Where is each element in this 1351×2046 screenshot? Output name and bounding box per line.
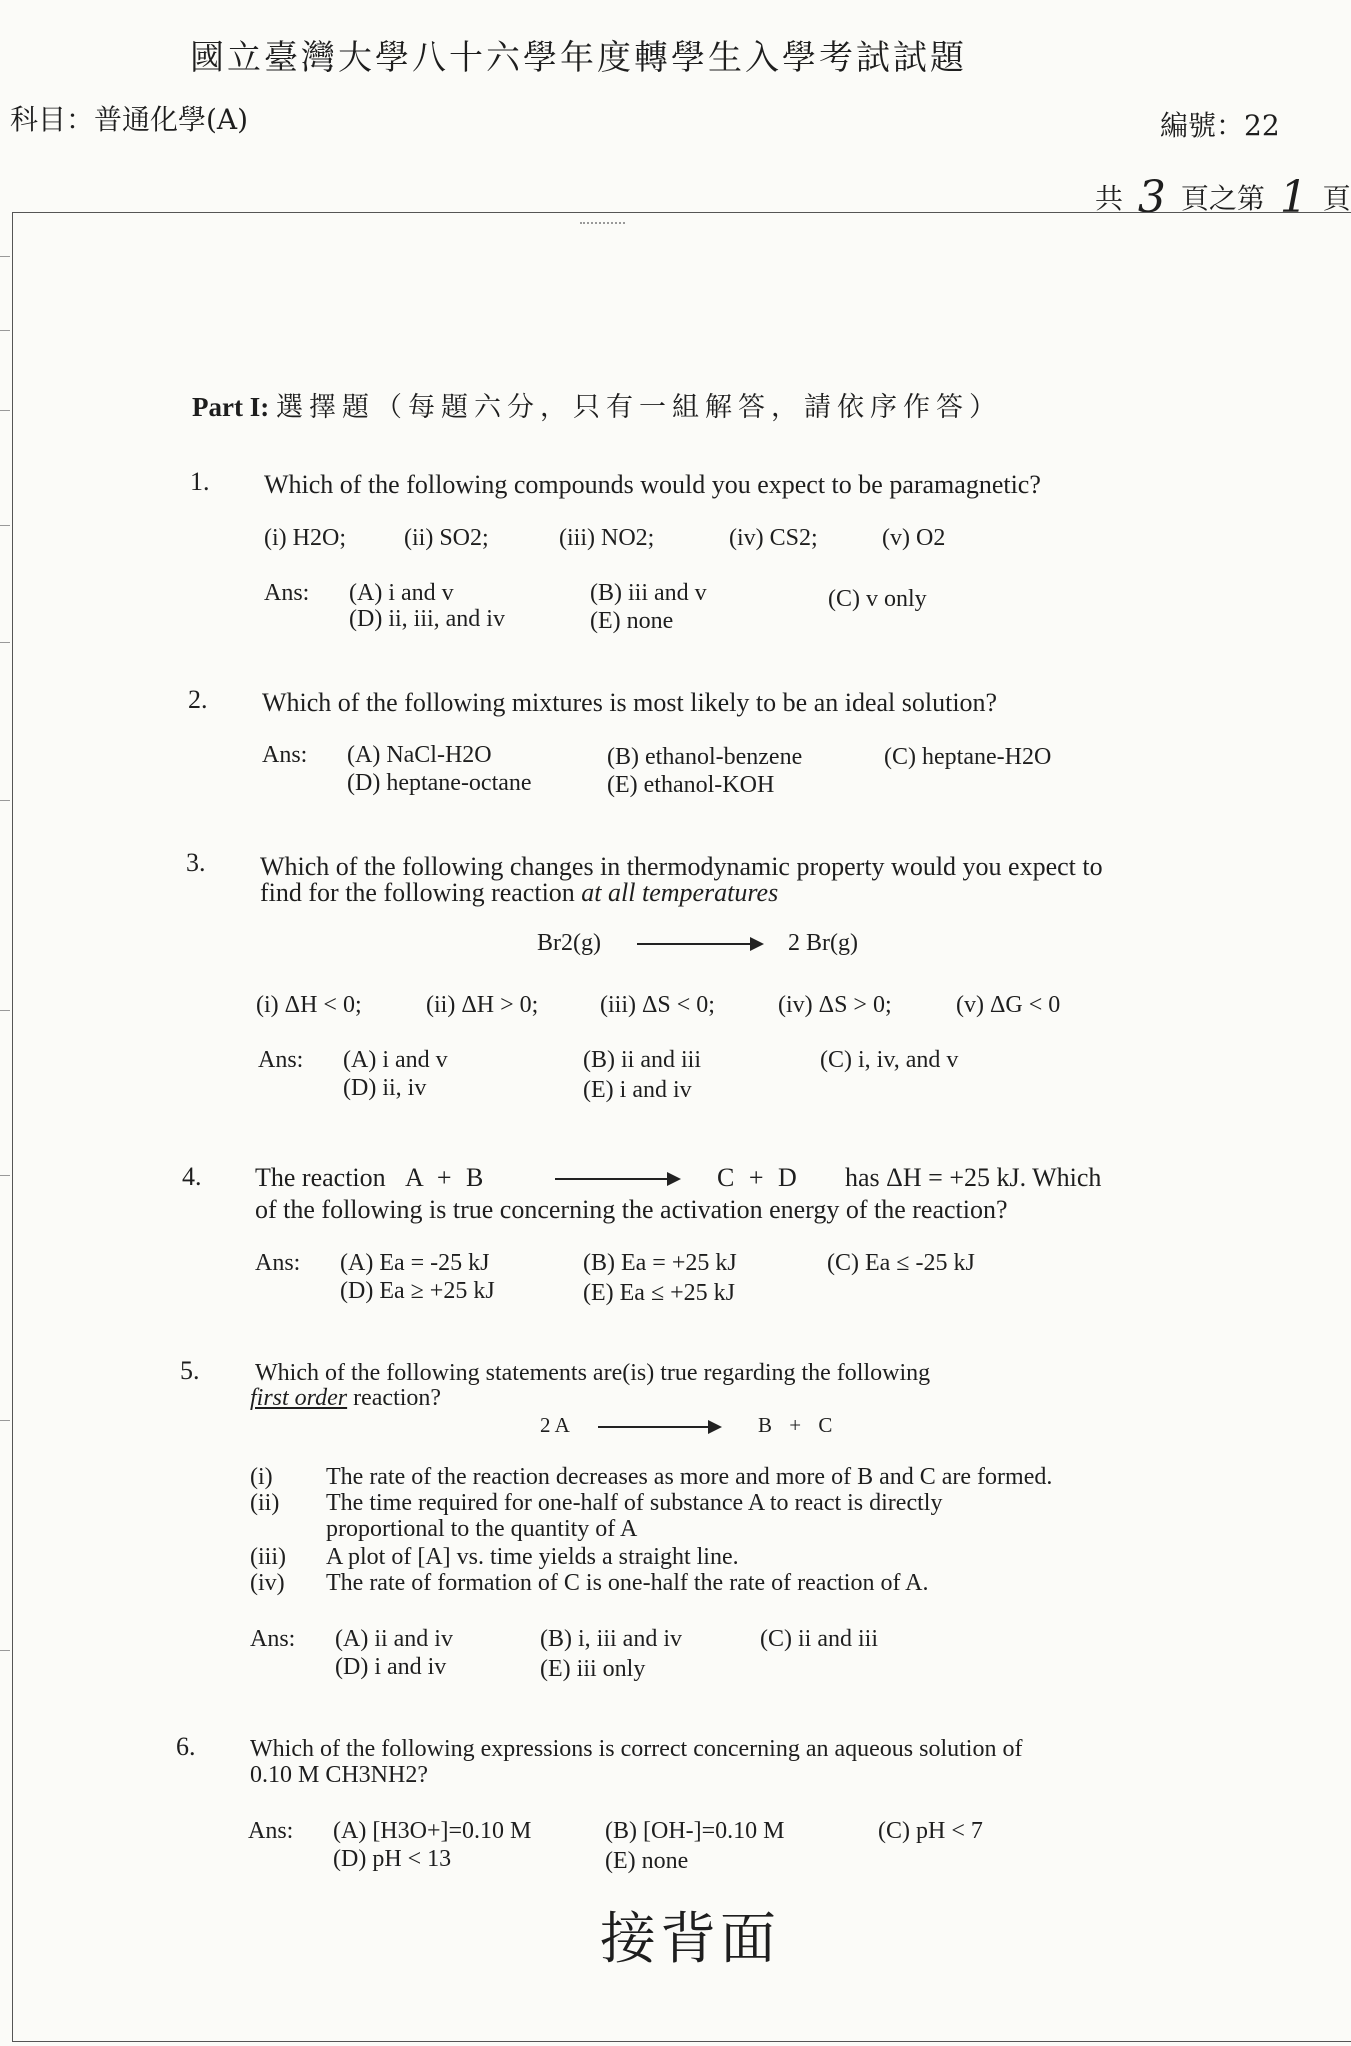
option-a: (A) [H3O+]=0.10 M [333, 1818, 532, 1844]
product: C + D [717, 1163, 801, 1192]
question-text-part: reaction? [353, 1385, 442, 1411]
continued-on-back-note: 接背面 [600, 1907, 780, 1972]
option-e: (E) i and iv [583, 1077, 692, 1103]
question-number: 5. [180, 1356, 200, 1385]
answer-options [264, 580, 1164, 640]
arrow-icon [555, 1178, 679, 1180]
option-e: (E) none [605, 1848, 689, 1874]
item: (i) H2O; [264, 525, 346, 551]
part-label: Part I: [192, 392, 270, 422]
answer-options [255, 1250, 1155, 1310]
item: (ii) ΔH > 0; [426, 992, 539, 1018]
question-text: 0.10 M CH3NH2? [250, 1762, 428, 1788]
ans-label: Ans: [258, 1047, 304, 1073]
option-c: (C) Ea ≤ -25 kJ [827, 1250, 975, 1276]
page-indicator-pre: 共 [1095, 182, 1124, 215]
question-text: Which of the following statements are(is) true regarding the following [255, 1360, 931, 1386]
option-a: (A) NaCl-H2O [347, 742, 492, 768]
statement-text: A plot of [A] vs. time yields a straight line. [326, 1544, 739, 1570]
item: (v) ΔG < 0 [956, 992, 1061, 1018]
option-b: (B) i, iii and iv [540, 1626, 682, 1652]
item-list [256, 992, 1156, 1022]
option-b: (B) Ea = +25 kJ [583, 1250, 737, 1276]
page-indicator-post: 頁 [1322, 182, 1351, 215]
statement-number: (ii) [250, 1490, 280, 1516]
item: (ii) SO2; [404, 525, 489, 551]
part-heading [192, 385, 1002, 424]
statement-text: The time required for one-half of substance A to react is directly [326, 1490, 943, 1516]
item: (v) O2 [882, 525, 946, 551]
question-number: 1. [190, 467, 210, 496]
answer-options [258, 1047, 1158, 1107]
option-a: (A) i and v [343, 1047, 448, 1073]
exam-code: 編號：22 [1160, 109, 1280, 142]
option-d: (D) pH < 13 [333, 1846, 452, 1872]
option-c: (C) v only [828, 586, 927, 612]
margin-mark [0, 1650, 10, 1651]
statement-text: The rate of the reaction decreases as more and more of B and C are formed. [326, 1464, 1053, 1490]
question-number: 3. [186, 848, 206, 877]
margin-mark [0, 1010, 10, 1011]
item: (iii) NO2; [559, 525, 655, 551]
option-b: (B) ii and iii [583, 1047, 701, 1073]
statement-text: The rate of formation of C is one-half the rate of reaction of A. [326, 1570, 929, 1596]
item: (iii) ΔS < 0; [600, 992, 715, 1018]
question-text: Which of the following changes in thermodynamic property would you expect to [260, 852, 1103, 881]
part-title: 選擇題（每題六分，只有一組解答，請依序作答） [275, 392, 1002, 423]
answer-options [262, 742, 1162, 802]
statement-number: (iii) [250, 1544, 286, 1570]
option-c: (C) heptane-H2O [884, 744, 1052, 770]
option-a: (A) ii and iv [335, 1626, 453, 1652]
scan-mark [580, 222, 625, 224]
page-indicator-mid: 頁之第 [1180, 182, 1265, 215]
ans-label: Ans: [264, 580, 310, 606]
item: (iv) ΔS > 0; [778, 992, 892, 1018]
option-d: (D) i and iv [335, 1654, 447, 1680]
question-number: 6. [176, 1732, 196, 1761]
question-text: Which of the following compounds would you expect to be paramagnetic? [264, 470, 1041, 499]
option-d: (D) heptane-octane [347, 770, 532, 796]
subject-label: 科目：普通化學(A) [10, 103, 249, 136]
margin-mark [0, 525, 10, 526]
margin-mark [0, 330, 10, 331]
option-b: (B) [OH-]=0.10 M [605, 1818, 785, 1844]
margin-mark [0, 410, 10, 411]
page-current: 1 [1279, 172, 1308, 223]
answer-options [248, 1818, 1148, 1878]
question-text-emphasis: first order [250, 1385, 348, 1411]
product: B + C [758, 1413, 833, 1437]
option-a: (A) Ea = -25 kJ [340, 1250, 490, 1276]
option-c: (C) pH < 7 [878, 1818, 983, 1844]
option-e: (E) Ea ≤ +25 kJ [583, 1280, 736, 1306]
option-d: (D) ii, iii, and iv [349, 606, 505, 632]
option-a: (A) i and v [349, 580, 454, 606]
option-b: (B) ethanol-benzene [607, 744, 803, 770]
question-text: Which of the following expressions is correct concerning an aqueous solution of [250, 1736, 1023, 1762]
question-text [250, 1385, 441, 1412]
arrow-icon [637, 943, 762, 945]
question-text: of the following is true concerning the activation energy of the reaction? [255, 1195, 1008, 1224]
reactant: 2 A [540, 1413, 570, 1437]
reaction-equation [540, 1413, 880, 1441]
arrow-icon [598, 1426, 720, 1428]
option-e: (E) ethanol-KOH [607, 772, 775, 798]
question-number: 2. [188, 685, 208, 714]
option-b: (B) iii and v [590, 580, 707, 606]
question-text-part: has ΔH = +25 kJ. Which [845, 1163, 1102, 1192]
margin-mark [0, 1175, 10, 1176]
question-text-part: find for the following reaction [260, 878, 575, 907]
question-text [260, 878, 778, 908]
margin-mark [0, 800, 10, 801]
margin-mark [0, 642, 10, 643]
option-d: (D) Ea ≥ +25 kJ [340, 1278, 495, 1304]
reaction-equation [537, 930, 858, 957]
margin-mark [0, 1420, 10, 1421]
exam-title: 國立臺灣大學八十六學年度轉學生入學考試試題 [190, 38, 967, 78]
option-c: (C) ii and iii [760, 1626, 878, 1652]
ans-label: Ans: [262, 742, 308, 768]
question-number: 4. [182, 1162, 202, 1191]
reactant: A + B [405, 1163, 488, 1192]
item: (iv) CS2; [729, 525, 818, 551]
ans-label: Ans: [255, 1250, 301, 1276]
item: (i) ΔH < 0; [256, 992, 362, 1018]
option-e: (E) iii only [540, 1656, 646, 1682]
option-e: (E) none [590, 608, 674, 634]
item-list [264, 525, 1064, 555]
statement-number: (i) [250, 1464, 273, 1490]
product: 2 Br(g) [787, 930, 858, 956]
question-text-part: The reaction [255, 1163, 386, 1192]
ans-label: Ans: [248, 1818, 294, 1844]
margin-mark [0, 256, 10, 257]
question-text [255, 1163, 1135, 1197]
question-text-emphasis: at all temperatures [581, 878, 779, 907]
question-text: Which of the following mixtures is most likely to be an ideal solution? [262, 688, 998, 717]
statement-list [250, 1464, 1150, 1614]
option-c: (C) i, iv, and v [820, 1047, 959, 1073]
page-total: 3 [1137, 172, 1166, 223]
reactant: Br2(g) [537, 930, 601, 956]
option-d: (D) ii, iv [343, 1075, 427, 1101]
answer-options [250, 1626, 1150, 1686]
ans-label: Ans: [250, 1626, 296, 1652]
statement-text: proportional to the quantity of A [326, 1516, 638, 1542]
statement-number: (iv) [250, 1570, 285, 1596]
